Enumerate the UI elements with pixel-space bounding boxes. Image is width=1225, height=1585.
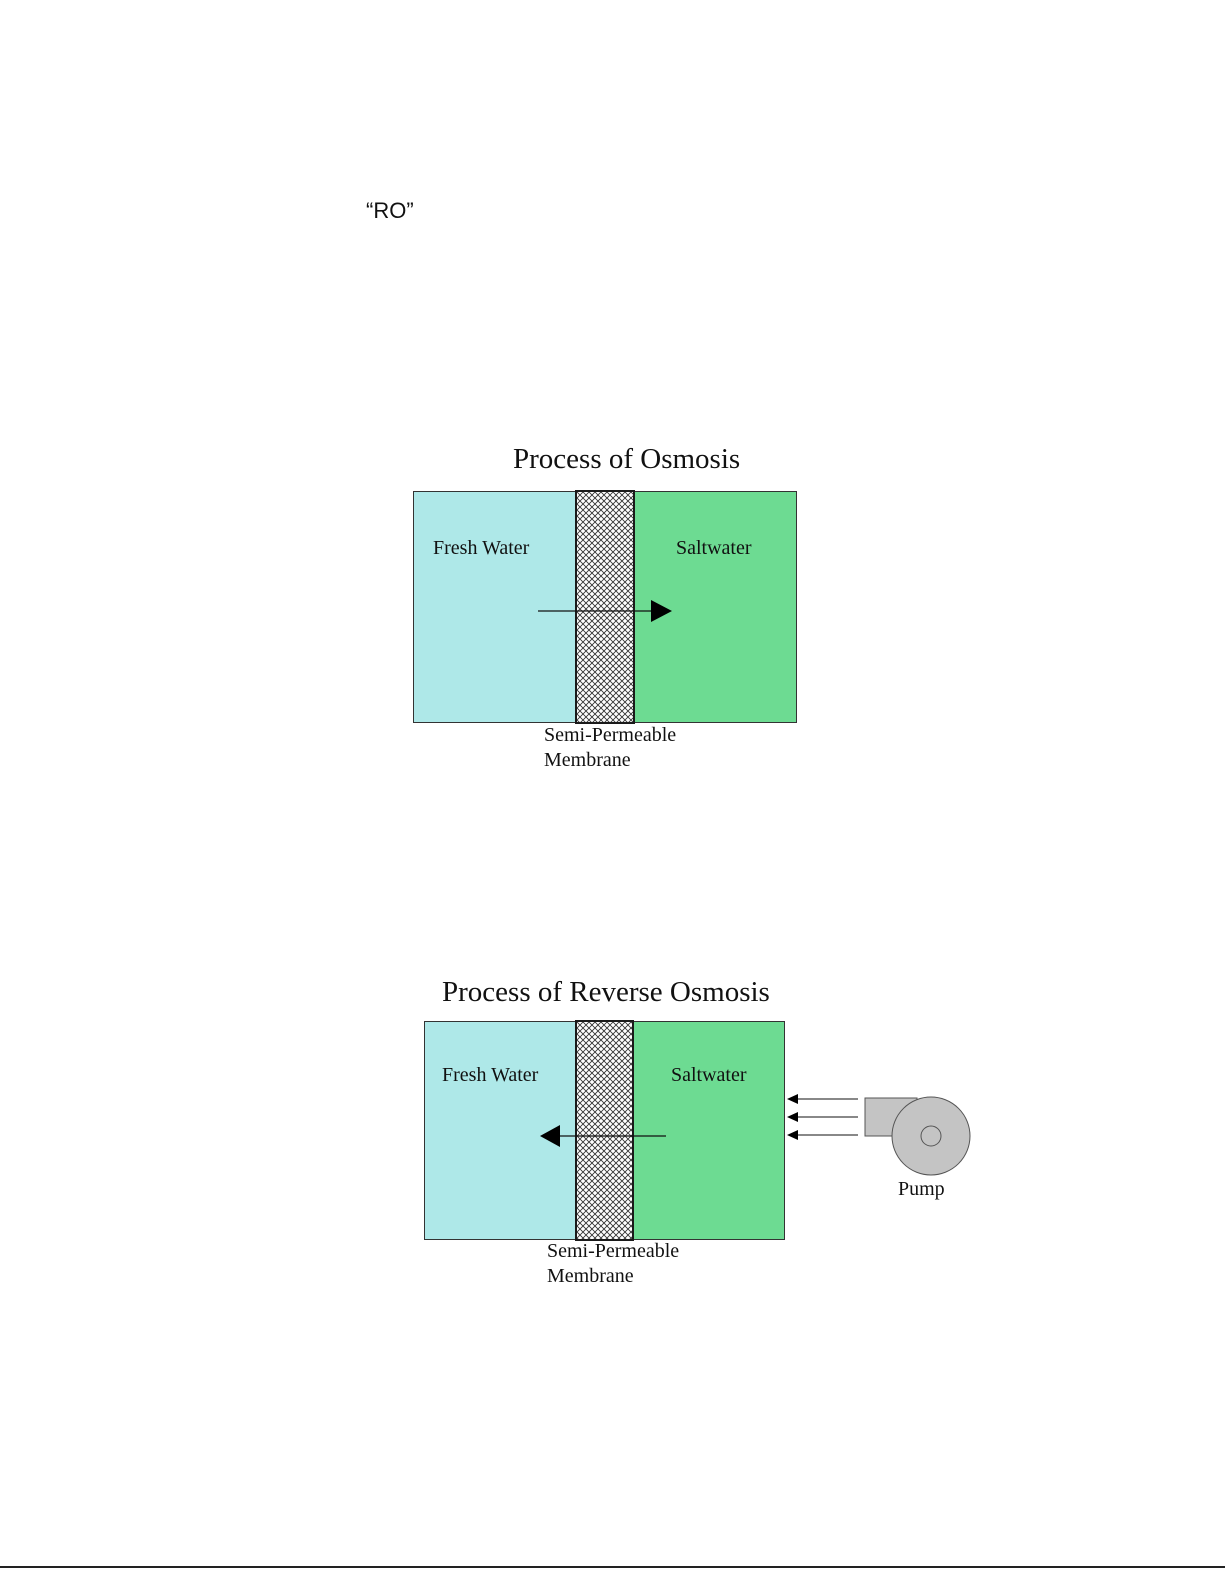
membrane-label-line2: Membrane — [547, 1265, 634, 1287]
reverse-saltwater-label: Saltwater — [671, 1064, 747, 1086]
reverse-membrane-label — [547, 1239, 679, 1289]
osmosis-fresh-water-label: Fresh Water — [433, 537, 530, 559]
osmosis-membrane — [575, 490, 635, 724]
reverse-fresh-water-label: Fresh Water — [442, 1064, 539, 1086]
pump-icon — [865, 1097, 970, 1175]
membrane-hatch-pattern — [577, 1022, 632, 1239]
osmosis-saltwater-panel — [633, 491, 797, 723]
reverse-membrane — [575, 1020, 634, 1241]
reverse-fresh-water-panel — [424, 1021, 578, 1240]
osmosis-membrane-label — [544, 723, 676, 773]
ro-abbreviation-text: “RO” — [366, 198, 414, 223]
pump-label: Pump — [898, 1178, 945, 1200]
osmosis-diagram-title: Process of Osmosis — [513, 443, 741, 475]
reverse-osmosis-diagram-title: Process of Reverse Osmosis — [442, 976, 770, 1008]
reverse-saltwater-panel — [631, 1021, 785, 1240]
osmosis-saltwater-label: Saltwater — [676, 537, 752, 559]
membrane-label-line1: Semi-Permeable — [544, 724, 677, 746]
membrane-hatch-pattern — [577, 492, 633, 722]
membrane-label-line1: Semi-Permeable — [547, 1240, 680, 1262]
osmosis-fresh-water-panel — [413, 491, 577, 723]
pump-pressure-arrows — [787, 1094, 858, 1140]
page-bottom-divider — [0, 1566, 1225, 1568]
membrane-label-line2: Membrane — [544, 749, 631, 771]
